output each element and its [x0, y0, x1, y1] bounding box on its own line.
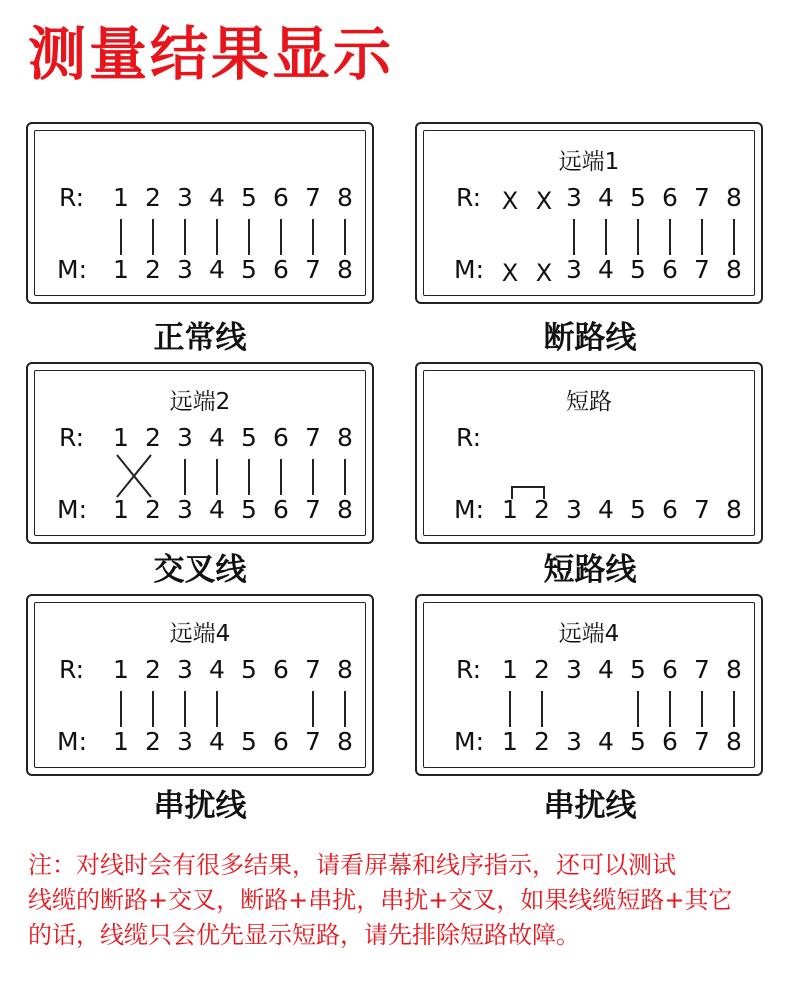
pin-3: 3 — [566, 495, 582, 524]
pin-3: 3 — [177, 183, 193, 212]
pin-1: 1 — [113, 183, 129, 212]
pin-4: 4 — [209, 255, 225, 284]
pin-5: 5 — [241, 423, 257, 452]
remote-row-label: R: — [59, 423, 85, 452]
display-screen — [423, 370, 755, 536]
link-pin-6 — [280, 219, 282, 255]
pin-2: 2 — [145, 183, 161, 212]
pin-8: 8 — [726, 727, 742, 756]
pin-7: 7 — [694, 183, 710, 212]
tester-display-crossed — [26, 362, 374, 544]
main-row-label: M: — [454, 495, 484, 524]
pin-3: 3 — [177, 495, 193, 524]
pin-4: 4 — [209, 423, 225, 452]
link-pin-3 — [184, 691, 186, 727]
pin-1: 1 — [113, 255, 129, 284]
remote-row-label: R: — [59, 655, 85, 684]
display-screen — [34, 370, 366, 536]
note-line: 的话，线缆只会优先显示短路，请先排除短路故障。 — [28, 921, 580, 949]
pin-4: 4 — [598, 655, 614, 684]
link-pin-7 — [312, 691, 314, 727]
pin-6: 6 — [273, 255, 289, 284]
page-title: 测量结果显示 — [28, 20, 395, 88]
pin-3: 3 — [566, 727, 582, 756]
pin-6: 6 — [273, 655, 289, 684]
pin-1: 1 — [113, 423, 129, 452]
pin-1: 1 — [113, 727, 129, 756]
pin-8: 8 — [337, 183, 353, 212]
caption-crossed: 交叉线 — [153, 552, 247, 588]
link-pin-5 — [248, 459, 250, 495]
display-header: 远端4 — [558, 621, 620, 647]
caption-crosstalk-b: 串扰线 — [543, 788, 637, 824]
link-pin-5 — [248, 219, 250, 255]
pin-8: 8 — [726, 183, 742, 212]
pin-8: 8 — [726, 655, 742, 684]
pin-8: 8 — [726, 495, 742, 524]
pin-8: 8 — [337, 655, 353, 684]
display-screen — [423, 602, 755, 768]
pin-8: 8 — [337, 423, 353, 452]
link-pin-8 — [733, 691, 735, 727]
link-pin-8 — [344, 459, 346, 495]
pin-2: 2 — [145, 255, 161, 284]
pin-6: 6 — [662, 495, 678, 524]
link-pin-4 — [216, 459, 218, 495]
pin-7: 7 — [305, 255, 321, 284]
pin-2: 2 — [145, 727, 161, 756]
pin-2: 2 — [534, 727, 550, 756]
pin-1: 1 — [113, 495, 129, 524]
pin-3: 3 — [177, 423, 193, 452]
pin-1: 1 — [502, 655, 518, 684]
pin-8: 8 — [337, 727, 353, 756]
pin-4: 4 — [598, 255, 614, 284]
pin-4: 4 — [209, 495, 225, 524]
pin-6: 6 — [273, 495, 289, 524]
link-pin-3 — [184, 219, 186, 255]
pin-5: 5 — [630, 255, 646, 284]
remote-row-label: R: — [59, 183, 85, 212]
pin-7: 7 — [694, 727, 710, 756]
link-pin-1 — [120, 219, 122, 255]
link-pin-8 — [344, 691, 346, 727]
link-pin-4 — [216, 219, 218, 255]
pin-6: 6 — [662, 255, 678, 284]
pin-7: 7 — [694, 495, 710, 524]
tester-display-short — [415, 362, 763, 544]
pin-3: 3 — [177, 655, 193, 684]
note-line: 线缆的断路+交叉，断路+串扰，串扰+交叉，如果线缆短路+其它 — [28, 886, 733, 914]
remote-row-label: R: — [456, 655, 482, 684]
pin-5: 5 — [241, 655, 257, 684]
pin-6: 6 — [662, 727, 678, 756]
pin-3: 3 — [177, 255, 193, 284]
pin-2: 2 — [534, 655, 550, 684]
link-pin-5 — [637, 691, 639, 727]
link-pin-8 — [344, 219, 346, 255]
link-pin-6 — [280, 459, 282, 495]
display-header: 远端1 — [558, 149, 620, 175]
pin-4: 4 — [598, 183, 614, 212]
pin-6: 6 — [273, 183, 289, 212]
pin-4: 4 — [598, 727, 614, 756]
link-pin-4 — [216, 691, 218, 727]
link-pin-8 — [733, 219, 735, 255]
pin-5: 5 — [630, 495, 646, 524]
pin-3: 3 — [177, 727, 193, 756]
link-pin-3 — [573, 219, 575, 255]
display-screen — [34, 130, 366, 296]
broken-pin-2-main: X — [535, 259, 553, 287]
crossed-pair-1-2 — [35, 371, 45, 381]
link-pin-7 — [701, 219, 703, 255]
main-row-label: M: — [454, 727, 484, 756]
pin-5: 5 — [241, 727, 257, 756]
remote-row-label: R: — [456, 423, 482, 452]
link-pin-7 — [312, 219, 314, 255]
pin-1: 1 — [113, 655, 129, 684]
pin-8: 8 — [337, 495, 353, 524]
pin-6: 6 — [273, 727, 289, 756]
link-pin-6 — [669, 691, 671, 727]
link-pin-2 — [541, 691, 543, 727]
pin-6: 6 — [662, 183, 678, 212]
pin-5: 5 — [630, 183, 646, 212]
link-pin-3 — [184, 459, 186, 495]
display-header: 远端4 — [169, 621, 231, 647]
main-row-label: M: — [57, 727, 87, 756]
pin-4: 4 — [209, 727, 225, 756]
pin-4: 4 — [598, 495, 614, 524]
pin-5: 5 — [241, 183, 257, 212]
link-pin-5 — [637, 219, 639, 255]
pin-1: 1 — [502, 495, 518, 524]
caption-short: 短路线 — [543, 552, 637, 588]
display-header: 短路 — [566, 389, 612, 415]
pin-7: 7 — [694, 255, 710, 284]
short-bracket-1-2 — [424, 371, 434, 381]
pin-6: 6 — [662, 655, 678, 684]
display-screen — [34, 602, 366, 768]
broken-pin-2-remote: X — [535, 187, 553, 215]
pin-7: 7 — [305, 423, 321, 452]
pin-1: 1 — [502, 727, 518, 756]
link-pin-1 — [509, 691, 511, 727]
pin-7: 7 — [305, 183, 321, 212]
main-row-label: M: — [454, 255, 484, 284]
link-pin-7 — [701, 691, 703, 727]
caption-crosstalk-a: 串扰线 — [153, 788, 247, 824]
link-pin-2 — [152, 691, 154, 727]
link-pin-7 — [312, 459, 314, 495]
pin-8: 8 — [726, 255, 742, 284]
pin-5: 5 — [241, 495, 257, 524]
link-pin-6 — [669, 219, 671, 255]
pin-3: 3 — [566, 655, 582, 684]
note-line: 注：对线时会有很多结果，请看屏幕和线序指示，还可以测试 — [28, 851, 676, 879]
tester-display-open — [415, 122, 763, 304]
broken-pin-1-main: X — [501, 259, 519, 287]
pin-6: 6 — [273, 423, 289, 452]
pin-2: 2 — [145, 495, 161, 524]
main-row-label: M: — [57, 255, 87, 284]
pin-2: 2 — [534, 495, 550, 524]
pin-7: 7 — [694, 655, 710, 684]
display-screen — [423, 130, 755, 296]
link-pin-4 — [605, 219, 607, 255]
main-row-label: M: — [57, 495, 87, 524]
pin-3: 3 — [566, 183, 582, 212]
link-pin-2 — [152, 219, 154, 255]
pin-2: 2 — [145, 655, 161, 684]
pin-4: 4 — [209, 655, 225, 684]
pin-4: 4 — [209, 183, 225, 212]
pin-7: 7 — [305, 655, 321, 684]
pin-2: 2 — [145, 423, 161, 452]
remote-row-label: R: — [456, 183, 482, 212]
pin-5: 5 — [630, 655, 646, 684]
pin-3: 3 — [566, 255, 582, 284]
note-text — [28, 848, 778, 953]
tester-display-crosstalk-b — [415, 594, 763, 776]
caption-normal: 正常线 — [153, 320, 247, 356]
broken-pin-1-remote: X — [501, 187, 519, 215]
display-header: 远端2 — [169, 389, 231, 415]
pin-5: 5 — [241, 255, 257, 284]
tester-display-normal — [26, 122, 374, 304]
pin-7: 7 — [305, 727, 321, 756]
pin-7: 7 — [305, 495, 321, 524]
link-pin-1 — [120, 691, 122, 727]
caption-open: 断路线 — [543, 320, 637, 356]
pin-8: 8 — [337, 255, 353, 284]
pin-5: 5 — [630, 727, 646, 756]
tester-display-crosstalk-a — [26, 594, 374, 776]
